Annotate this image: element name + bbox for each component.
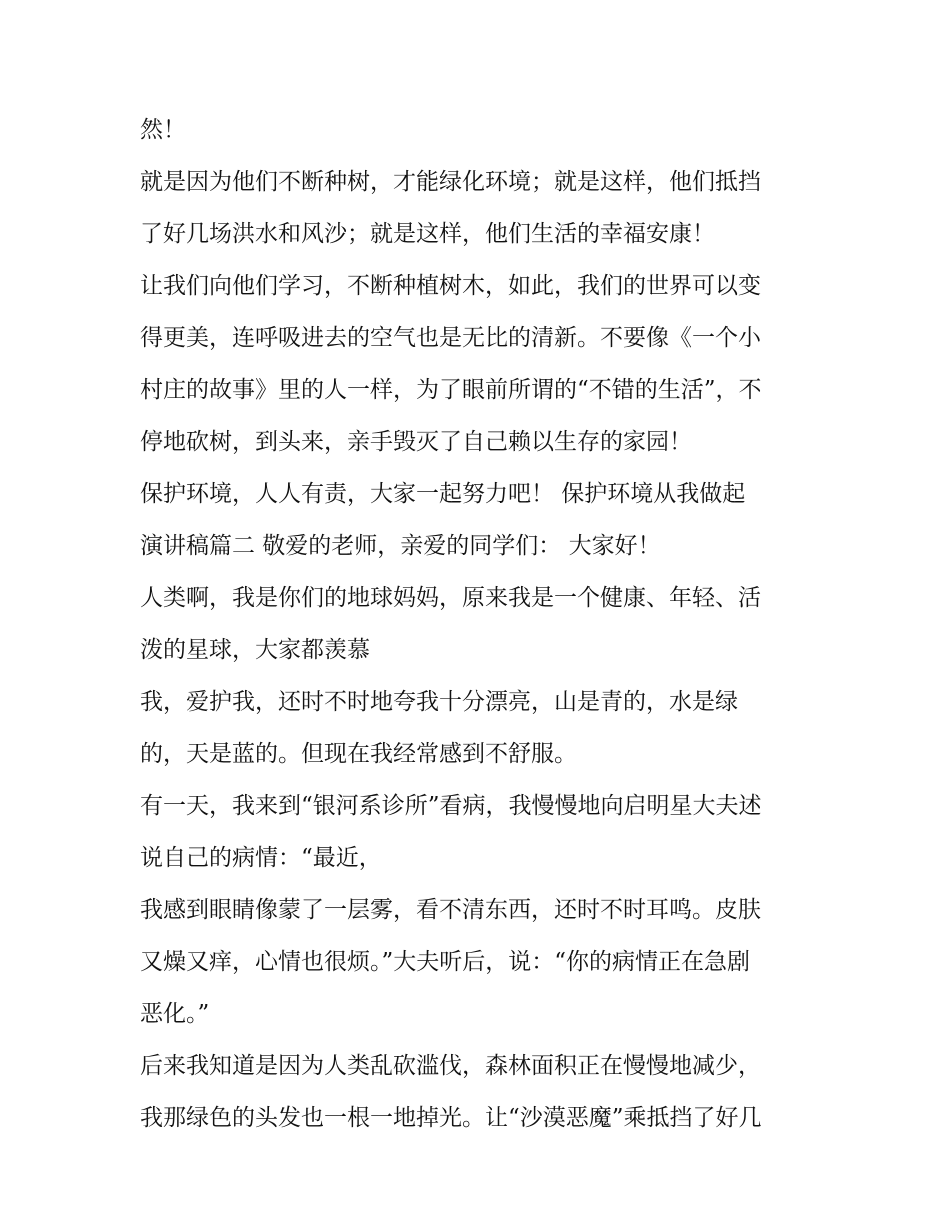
text-line: 人类啊，我是你们的地球妈妈，原来我是一个健康、年轻、活	[140, 585, 761, 611]
text-line: 村庄的故事》里的人一样，为了眼前所谓的“不错的生活”，不	[140, 377, 762, 403]
document-body	[140, 108, 820, 1148]
text-line: 让我们向他们学习，不断种植树木，如此，我们的世界可以变	[140, 273, 761, 299]
text-line: 就是因为他们不断种树，才能绿化环境；就是这样，他们抵挡	[140, 169, 761, 195]
text-line: 恶化。”	[140, 1001, 210, 1027]
text-line: 我那绿色的头发也一根一地掉光。让“沙漠恶魔”乘抵挡了好几	[140, 1105, 762, 1131]
text-line: 演讲稿篇二 敬爱的老师，亲爱的同学们： 大家好！	[140, 533, 661, 559]
text-line: 我感到眼睛像蒙了一层雾，看不清东西，还时不时耳鸣。皮肤	[140, 897, 761, 923]
text-line: 停地砍树，到头来，亲手毁灭了自己赖以生存的家园！	[140, 429, 692, 455]
text-line: 有一天，我来到“银河系诊所”看病，我慢慢地向启明星大夫述	[140, 793, 762, 819]
text-line: 的，天是蓝的。但现在我经常感到不舒服。	[140, 741, 577, 767]
text-line: 又燥又痒，心情也很烦。”大夫听后，说：“你的病情正在急剧	[140, 949, 751, 975]
text-line: 说自己的病情：“最近，	[140, 845, 382, 871]
text-line: 了好几场洪水和风沙；就是这样，他们生活的幸福安康！	[140, 221, 715, 247]
text-line: 我，爱护我，还时不时地夸我十分漂亮，山是青的，水是绿	[140, 689, 738, 715]
text-line: 泼的星球，大家都羡慕	[140, 637, 370, 663]
text-line: 保护环境，人人有责，大家一起努力吧！ 保护环境从我做起	[140, 481, 746, 507]
text-line: 得更美，连呼吸进去的空气也是无比的清新。不要像《一个小	[140, 325, 761, 351]
text-line: 然！	[140, 117, 186, 143]
text-line: 后来我知道是因为人类乱砍滥伐，森林面积正在慢慢地减少，	[140, 1053, 761, 1079]
